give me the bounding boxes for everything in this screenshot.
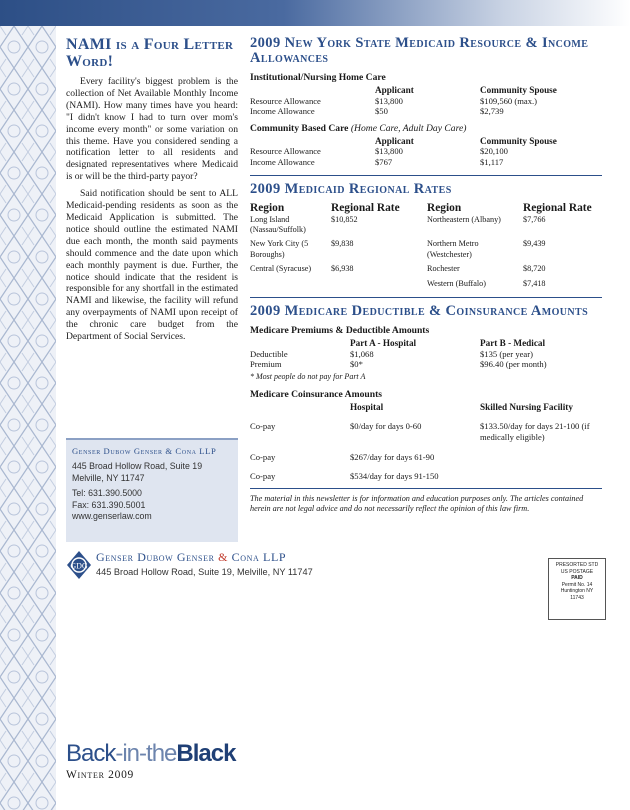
firm-logo bbox=[66, 548, 366, 584]
postage-paid: PAID bbox=[571, 575, 583, 582]
header-gradient-bar bbox=[0, 0, 630, 26]
row-applicant-value: $13,800 bbox=[375, 146, 403, 157]
institutional-table bbox=[250, 85, 602, 117]
col-applicant: Applicant bbox=[375, 135, 414, 146]
contact-address-line-2: Melville, NY 11747 bbox=[72, 472, 145, 483]
row-spouse-value: $2,739 bbox=[480, 106, 504, 117]
col-rate-right: Regional Rate bbox=[523, 201, 592, 214]
institutional-heading: Institutional/Nursing Home Care bbox=[250, 72, 386, 83]
nami-paragraph-1: Every facility's biggest problem is the collection of Net Available Monthly Income (NAMI). How many times have you heard: "I didn't know I had to turn over mom's income every month" or some variation on this theme. Have you considered sending a notification letter to all residents and designated representatives where Medicaid is or will be the third-party payor? bbox=[66, 76, 238, 183]
nami-article bbox=[66, 36, 238, 348]
premium-label: Premium bbox=[250, 359, 282, 370]
col-snf: Skilled Nursing Facility bbox=[480, 401, 573, 412]
section-divider bbox=[250, 297, 602, 298]
postage-line: PRESORTED STD bbox=[555, 562, 599, 568]
row-spouse-value: $20,100 bbox=[480, 146, 508, 157]
region-name: Rochester bbox=[427, 264, 460, 274]
part-b-deductible: $135 (per year) bbox=[480, 348, 533, 359]
region-name: Central (Syracuse) bbox=[250, 264, 312, 274]
row-label: Income Allowance bbox=[250, 156, 315, 167]
postage-line: Huntington NY bbox=[560, 588, 594, 595]
copay-hospital: $0/day for days 0-60 bbox=[350, 421, 422, 432]
logo-letters: GDG bbox=[70, 561, 88, 571]
allowances-title: 2009 New York State Medicaid Resource & Income Allowances bbox=[250, 35, 589, 66]
row-applicant-value: $767 bbox=[375, 156, 393, 167]
row-spouse-value: $109,560 (max.) bbox=[480, 95, 538, 106]
issue-season: Winter 2009 bbox=[66, 769, 134, 781]
community-table bbox=[250, 136, 602, 168]
region-rate: $9,838 bbox=[331, 239, 354, 249]
col-part-b: Part B - Medical bbox=[480, 338, 546, 348]
regional-table bbox=[250, 201, 602, 293]
regional-title: 2009 Medicaid Regional Rates bbox=[250, 180, 452, 197]
postage-line: US POSTAGE bbox=[560, 568, 594, 575]
newsletter-masthead: Back-in-theBlack bbox=[66, 740, 236, 767]
copay-hospital: $534/day for days 91-150 bbox=[350, 471, 439, 482]
postage-line: 11743 bbox=[570, 594, 584, 601]
contact-fax: Fax: 631.390.5001 bbox=[72, 499, 146, 510]
section-divider bbox=[250, 488, 602, 489]
part-a-premium: $0* bbox=[350, 359, 363, 370]
region-rate: $7,766 bbox=[523, 214, 546, 224]
row-label: Resource Allowance bbox=[250, 95, 321, 106]
region-name: New York City (5 Boroughs) bbox=[250, 239, 309, 259]
right-column bbox=[250, 36, 602, 515]
region-rate: $9,439 bbox=[523, 239, 546, 249]
part-a-footnote: * Most people do not pay for Part A bbox=[250, 371, 366, 381]
region-rate: $6,938 bbox=[331, 264, 354, 274]
decorative-monogram-pattern bbox=[0, 26, 56, 810]
col-community-spouse: Community Spouse bbox=[480, 85, 557, 95]
col-community-spouse: Community Spouse bbox=[480, 135, 557, 146]
premiums-table bbox=[250, 338, 602, 370]
copay-hospital: $267/day for days 61-90 bbox=[350, 451, 435, 462]
coinsurance-table bbox=[250, 402, 602, 482]
region-name: Long Island (Nassau/Suffolk) bbox=[250, 214, 306, 234]
nami-title: NAMI is a Four Letter Word! bbox=[66, 36, 234, 70]
col-part-a: Part A - Hospital bbox=[350, 338, 417, 348]
contact-box bbox=[66, 438, 238, 542]
part-b-premium: $96.40 (per month) bbox=[480, 359, 547, 370]
region-name: Northeastern (Albany) bbox=[427, 214, 501, 224]
contact-website-link[interactable]: www.genserlaw.com bbox=[72, 511, 152, 521]
footer-firm-name: Genser Dubow Genser & Cona LLP bbox=[96, 550, 287, 564]
nami-paragraph-2: Said notification should be sent to ALL Medicaid-pending residents as soon as the Medicaid Application is submitted. The notice should outline the estimated NAMI due each month, the month said payments should commence and the date upon which each monthly payment is due. Further, the notice should indicate that the resident is responsible for any shortfall in the estimated NAMI and likewise, the facility will refund any overpayments of NAMI upon receipt of the chronic care budget from the Department of Social Services. bbox=[66, 188, 238, 343]
region-name: Western (Buffalo) bbox=[427, 278, 486, 288]
disclaimer: The material in this newsletter is for information and education purposes only. The articles contained herein are not legal advice and do not necessarily reflect the opinion of this law firm. bbox=[250, 493, 584, 514]
col-region-right: Region bbox=[427, 201, 462, 214]
footer-address: 445 Broad Hollow Road, Suite 19, Melville, NY 11747 bbox=[96, 567, 313, 577]
medicare-title: 2009 Medicare Deductible & Coinsurance Amounts bbox=[250, 303, 589, 319]
premiums-heading: Medicare Premiums & Deductible Amounts bbox=[250, 325, 430, 336]
copay-label: Co-pay bbox=[250, 451, 276, 462]
section-divider bbox=[250, 175, 602, 176]
deductible-label: Deductible bbox=[250, 348, 288, 359]
row-applicant-value: $13,800 bbox=[375, 95, 403, 106]
region-rate: $8,720 bbox=[523, 264, 546, 274]
gdg-monogram-icon bbox=[66, 550, 92, 580]
row-spouse-value: $1,117 bbox=[480, 156, 504, 167]
coinsurance-heading: Medicare Coinsurance Amounts bbox=[250, 388, 382, 400]
col-rate-left: Regional Rate bbox=[331, 201, 400, 214]
part-a-deductible: $1,068 bbox=[350, 348, 374, 359]
contact-address-line-1: 445 Broad Hollow Road, Suite 19 bbox=[72, 461, 203, 471]
postage-line: Permit No. 14 bbox=[561, 581, 593, 588]
copay-label: Co-pay bbox=[250, 471, 276, 482]
region-rate: $10,852 bbox=[331, 214, 358, 224]
row-label: Income Allowance bbox=[250, 106, 315, 117]
col-hospital: Hospital bbox=[350, 401, 384, 412]
copay-snf bbox=[480, 471, 602, 482]
col-region-left: Region bbox=[250, 201, 285, 214]
postage-indicia bbox=[548, 558, 606, 620]
contact-firm-name: Genser Dubow Genser & Cona LLP bbox=[72, 446, 217, 456]
row-label: Resource Allowance bbox=[250, 146, 321, 157]
community-heading-note: (Home Care, Adult Day Care) bbox=[350, 122, 467, 134]
contact-phone: Tel: 631.390.5000 bbox=[72, 488, 142, 498]
row-applicant-value: $50 bbox=[375, 106, 388, 117]
region-name: Northern Metro (Westchester) bbox=[427, 239, 479, 259]
col-applicant: Applicant bbox=[375, 85, 414, 95]
copay-snf bbox=[480, 452, 602, 463]
copay-label: Co-pay bbox=[250, 421, 276, 432]
copay-snf: $133.50/day for days 21-100 (if medically eligible) bbox=[480, 421, 590, 442]
community-heading: Community Based Care (Home Care, Adult Day Care) bbox=[250, 122, 467, 134]
region-rate: $7,418 bbox=[523, 278, 546, 288]
